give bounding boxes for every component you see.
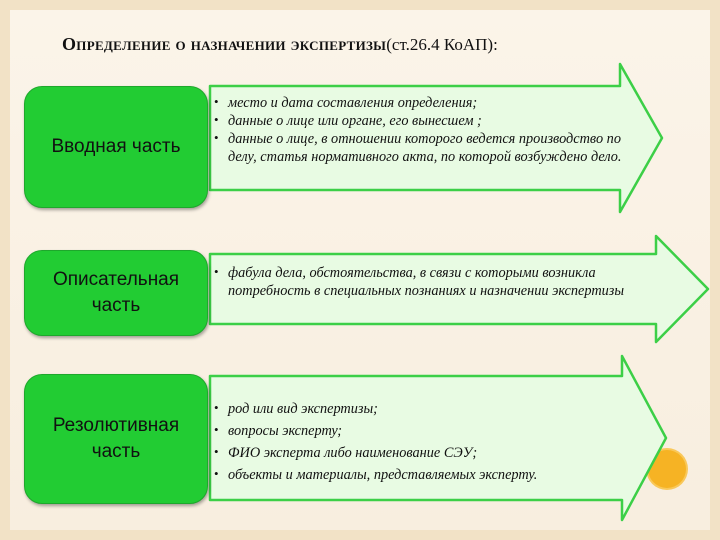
bullet-item: • данные о лице или органе, его вынесшем ;	[214, 112, 634, 130]
bullet-item: • объекты и материалы, представляемых эксперту.	[214, 464, 644, 486]
bullet-item: • ФИО эксперта либо наименование СЭУ;	[214, 442, 644, 464]
section-label-descriptive-line1: Описательная	[52, 269, 180, 291]
section-label-intro: Вводная часть	[51, 136, 181, 158]
slide-title	[62, 34, 702, 55]
section-label-resolutive-line2: часть	[91, 441, 141, 462]
bullet-item: • фабула дела, обстоятельства, в связи с которыми возникла потребность в специальных познаниях и назначении экспертизы	[214, 264, 634, 300]
bullet-list-intro	[214, 94, 634, 166]
bullet-item: • род или вид экспертизы;	[214, 398, 644, 420]
title-reference: (ст.26.4 КоАП):	[386, 35, 498, 54]
section-box-intro	[24, 86, 208, 208]
section-box-resolutive	[24, 374, 208, 504]
title-main: Определение о назначении экспертизы	[62, 34, 387, 54]
section-label-resolutive-line1: Резолютивная	[52, 415, 180, 437]
bullet-item: • вопросы эксперту;	[214, 420, 644, 442]
bullet-list-resolutive	[214, 398, 644, 486]
bullet-item: • место и дата составления определения;	[214, 94, 634, 112]
section-box-descriptive	[24, 250, 208, 336]
bullet-item: • данные о лице, в отношении которого ведется производство по делу, статья нормативного акта, по которой возбуждено дело.	[214, 130, 634, 166]
bullet-list-descriptive	[214, 264, 634, 300]
section-label-descriptive-line2: часть	[91, 295, 141, 316]
